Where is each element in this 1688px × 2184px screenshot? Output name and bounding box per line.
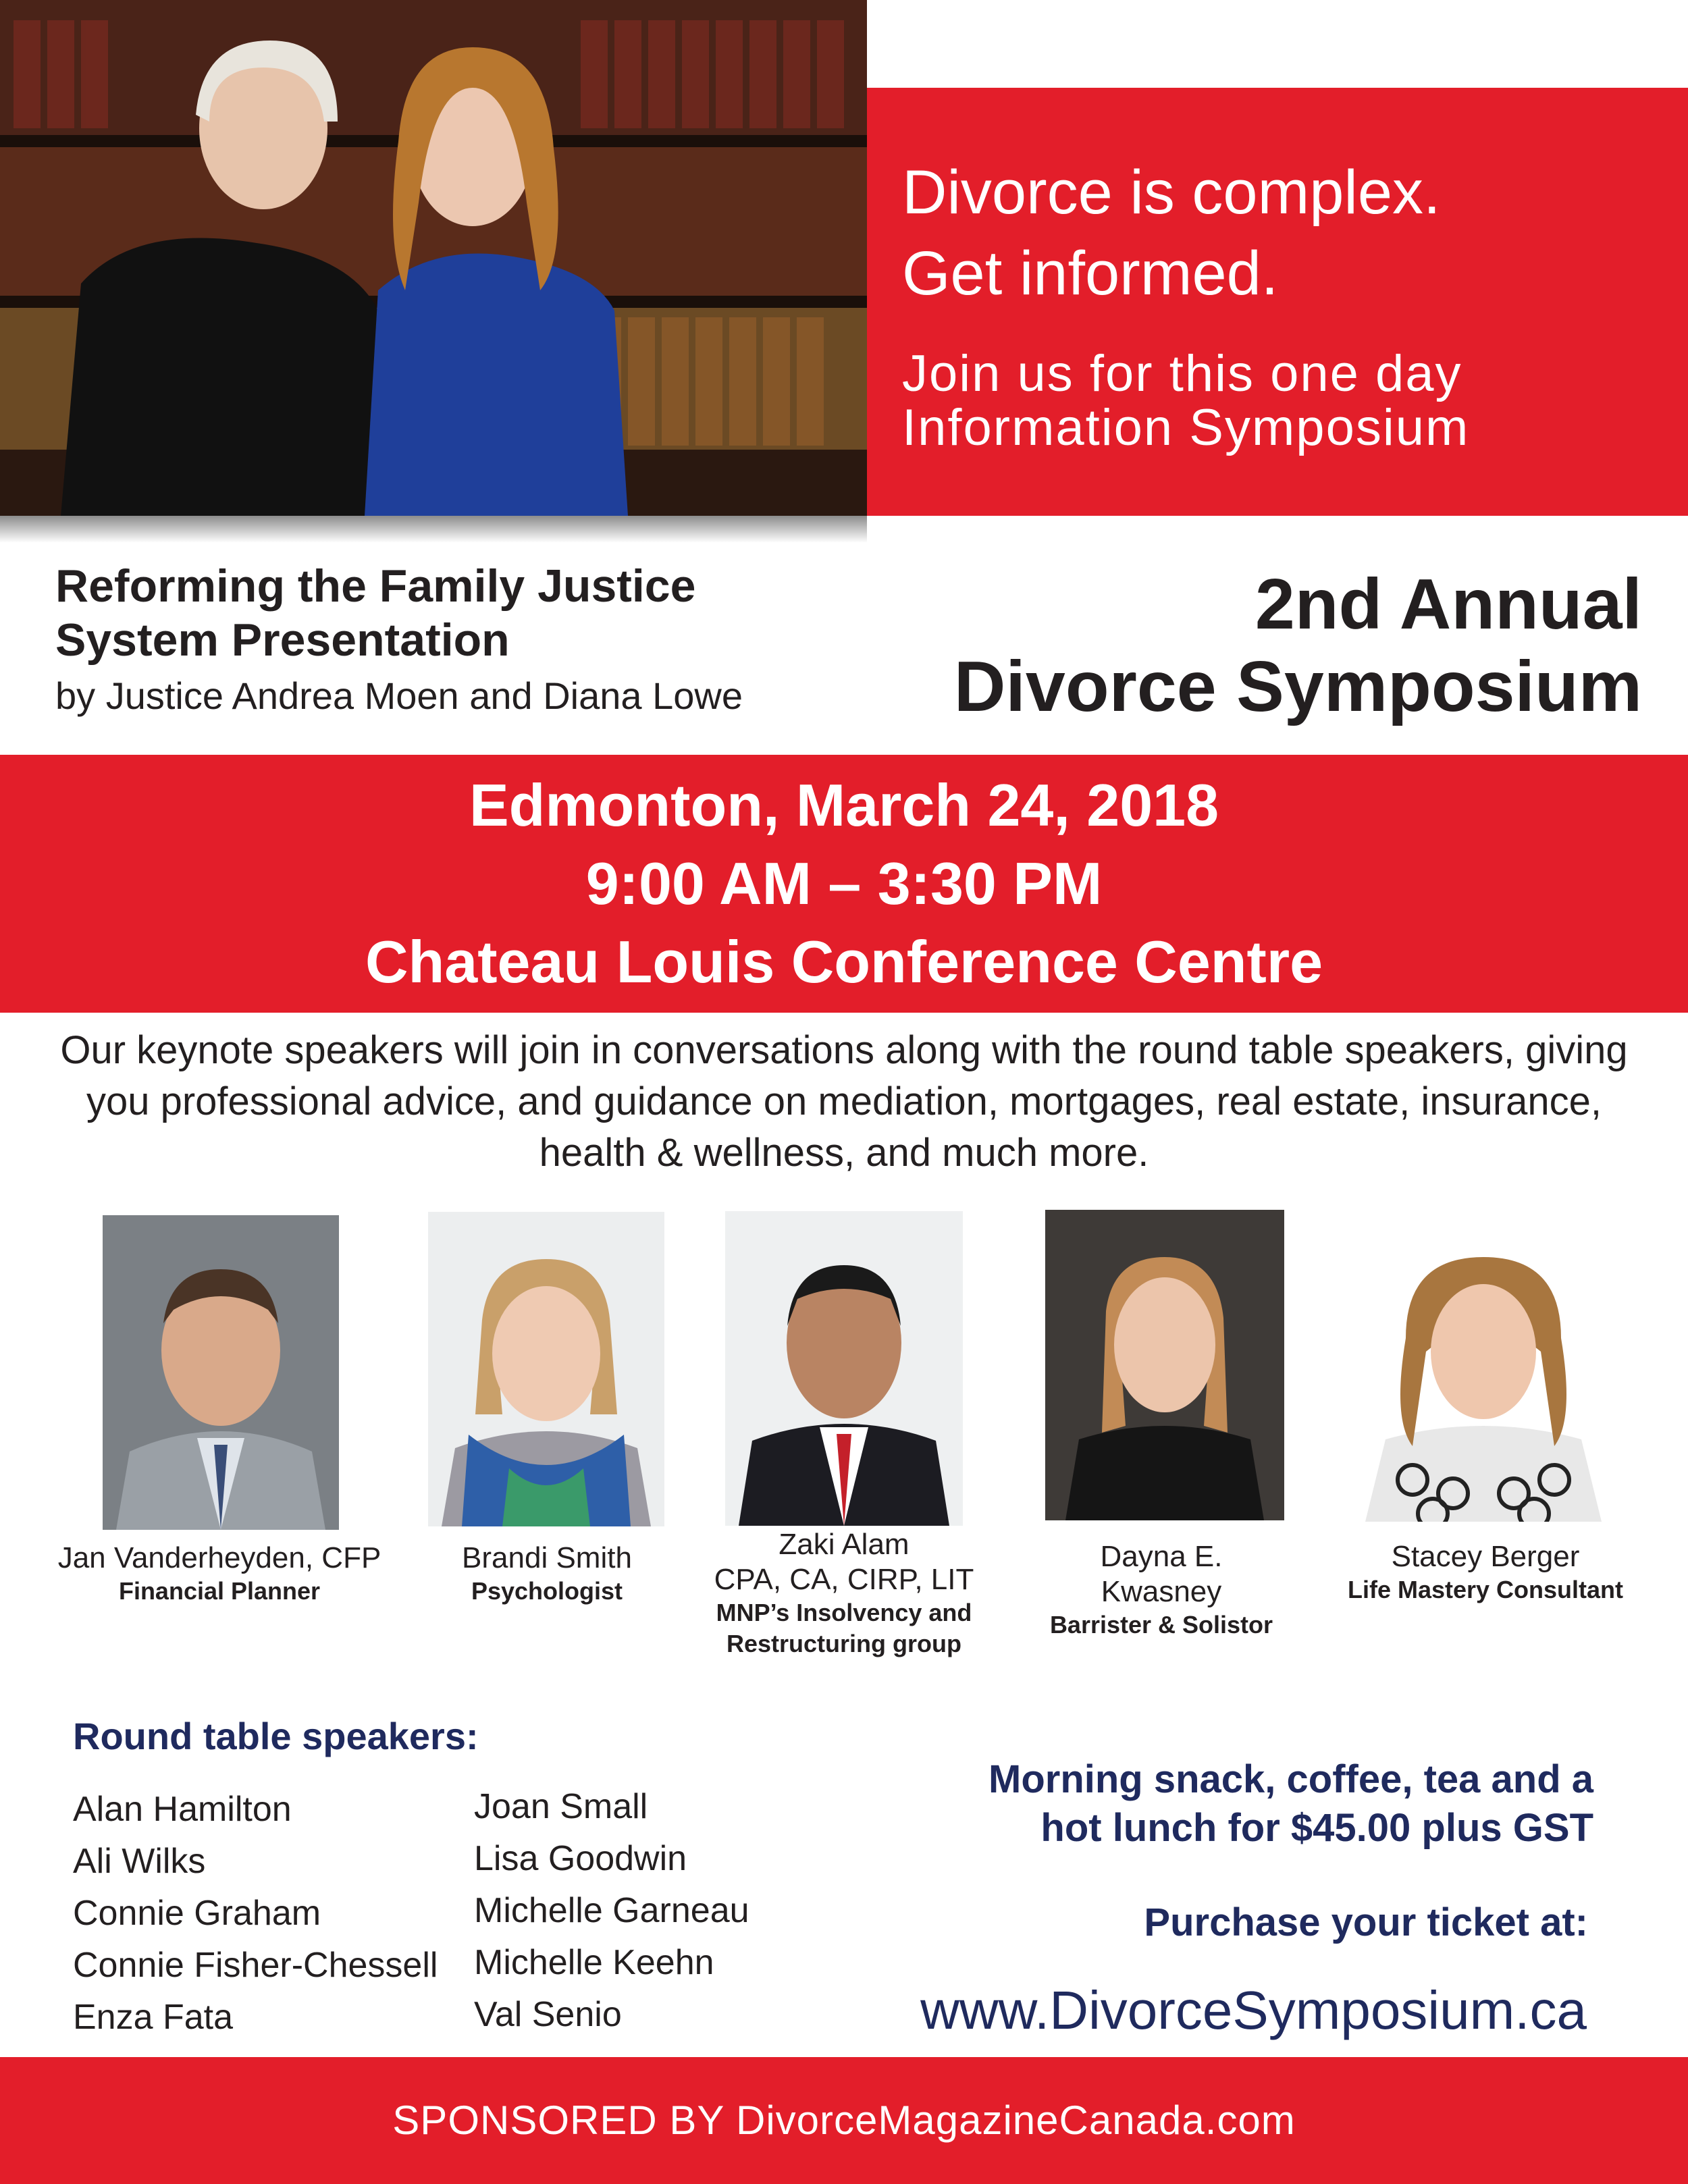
round-table-speaker: Ali Wilks bbox=[73, 1842, 206, 1881]
round-table-speaker: Connie Fisher-Chessell bbox=[73, 1946, 438, 1985]
speaker-name: Jan Vanderheyden, CFP bbox=[57, 1541, 381, 1574]
speaker-role: Barrister & Solistor bbox=[1049, 1611, 1273, 1639]
round-table-heading: Round table speakers: bbox=[73, 1715, 479, 1757]
speaker-photo-5 bbox=[1352, 1217, 1615, 1522]
price-line-1: Morning snack, coffee, tea and a bbox=[988, 1757, 1593, 1801]
speaker-photo-3 bbox=[725, 1211, 963, 1526]
hero-photo bbox=[0, 0, 867, 516]
ticket-url-link[interactable]: www.DivorceSymposium.ca bbox=[920, 1980, 1587, 2040]
hero-shadow bbox=[0, 516, 867, 543]
price-info bbox=[988, 1755, 1593, 1853]
event-venue: Chateau Louis Conference Centre bbox=[365, 928, 1323, 995]
round-table-speaker: Connie Graham bbox=[73, 1894, 321, 1933]
speaker-name-line-2: Kwasney bbox=[1101, 1575, 1222, 1608]
intro-paragraph: Our keynote speakers will join in conversations along with the round table speakers, giving you professional advice, and guidance on mediation, mortgages, real estate, insurance, health & wellness, and much more. bbox=[60, 1028, 1628, 1175]
ticket-label: Purchase your ticket at: bbox=[1144, 1900, 1588, 1944]
tagline-line-1: Divorce is complex. bbox=[902, 158, 1441, 227]
speaker-role: Psychologist bbox=[471, 1577, 623, 1605]
tagline-subline-1: Join us for this one day bbox=[902, 345, 1462, 402]
speaker-name: Zaki Alam bbox=[779, 1528, 909, 1561]
round-table-speaker: Michelle Garneau bbox=[474, 1891, 749, 1930]
tagline-line-2: Get informed. bbox=[902, 239, 1279, 308]
round-table-speaker: Joan Small bbox=[474, 1787, 648, 1826]
speaker-caption-1 bbox=[41, 1541, 398, 1607]
round-table-speaker: Alan Hamilton bbox=[73, 1790, 292, 1829]
speaker-caption-2 bbox=[405, 1541, 689, 1607]
sponsor-text: SPONSORED BY DivorceMagazineCanada.com bbox=[392, 2098, 1296, 2143]
round-table-speaker: Lisa Goodwin bbox=[474, 1839, 687, 1878]
symposium-title bbox=[954, 563, 1642, 728]
speaker-caption-3 bbox=[675, 1527, 1013, 1659]
speaker-role-line-2: Restructuring group bbox=[727, 1630, 961, 1657]
speaker-caption-5 bbox=[1310, 1539, 1661, 1605]
event-time: 9:00 AM – 3:30 PM bbox=[585, 850, 1103, 917]
presentation-title: Reforming the Family Justice System Presentation bbox=[55, 560, 696, 666]
speaker-photo-2 bbox=[428, 1212, 664, 1526]
round-table-column-2 bbox=[474, 1781, 749, 2041]
speaker-name: Stacey Berger bbox=[1391, 1540, 1580, 1573]
round-table-column-1 bbox=[73, 1784, 438, 2044]
price-line-2: hot lunch for $45.00 plus GST bbox=[1040, 1806, 1593, 1850]
speaker-credentials: CPA, CA, CIRP, LIT bbox=[714, 1563, 974, 1596]
round-table-speaker: Val Senio bbox=[474, 1995, 622, 2034]
tagline-panel bbox=[867, 88, 1688, 516]
footer-band bbox=[0, 2057, 1688, 2184]
round-table-speaker: Michelle Keehn bbox=[474, 1943, 714, 1982]
speaker-photo-1 bbox=[103, 1215, 339, 1530]
event-band bbox=[0, 755, 1688, 1013]
speaker-caption-4 bbox=[1013, 1539, 1310, 1641]
speaker-photo-4 bbox=[1045, 1210, 1284, 1520]
event-date: Edmonton, March 24, 2018 bbox=[469, 772, 1219, 838]
speaker-name: Brandi Smith bbox=[462, 1541, 632, 1574]
speaker-role: Financial Planner bbox=[118, 1577, 321, 1605]
round-table-speaker: Enza Fata bbox=[73, 1998, 234, 2037]
presentation-byline: by Justice Andrea Moen and Diana Lowe bbox=[55, 674, 743, 717]
speaker-role: MNP’s Insolvency and bbox=[716, 1599, 972, 1626]
symposium-title-line-2: Divorce Symposium bbox=[953, 647, 1642, 726]
speaker-name: Dayna E. bbox=[1100, 1540, 1223, 1573]
symposium-title-line-1: 2nd Annual bbox=[1255, 564, 1642, 644]
tagline-subline-2: Information Symposium bbox=[902, 399, 1470, 456]
speaker-role: Life Mastery Consultant bbox=[1347, 1576, 1624, 1603]
